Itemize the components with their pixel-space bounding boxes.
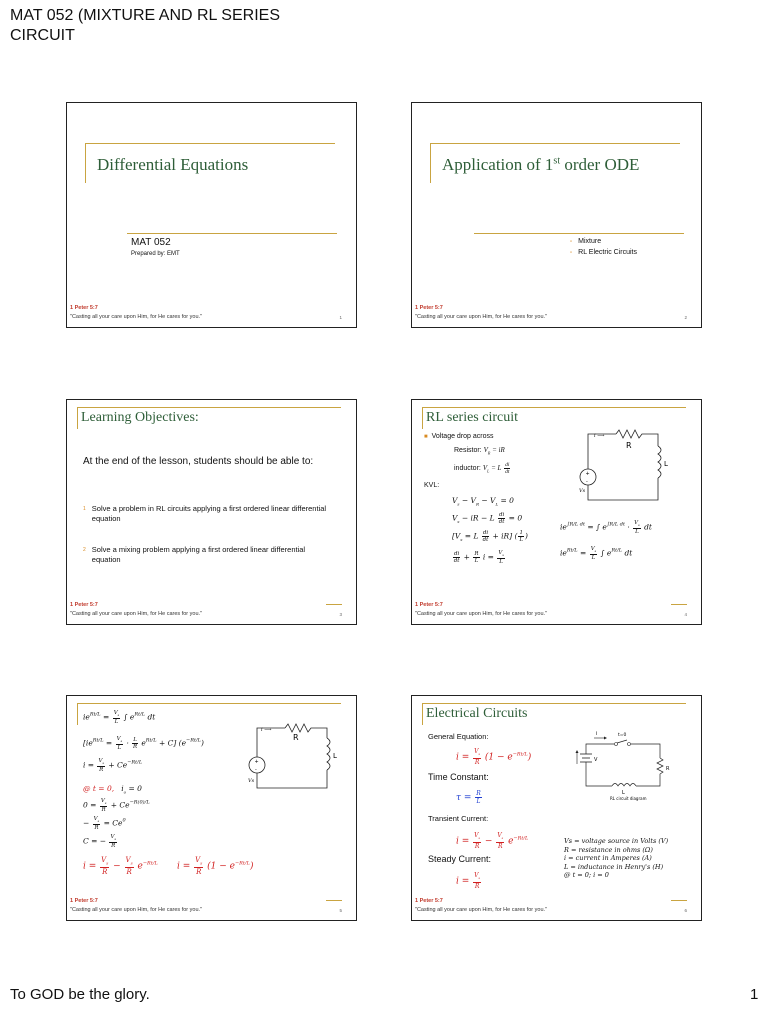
title-rule — [422, 407, 686, 408]
inductance-label: L — [622, 790, 625, 796]
svg-text:+: + — [254, 759, 259, 765]
title-text: Application of 1 — [442, 155, 554, 174]
verse-text: "Casting all your care upon Him, for He cares for you." — [415, 314, 547, 320]
transient-current-label: Transient Current: — [428, 814, 489, 823]
objective-item — [83, 545, 333, 565]
source-symbol-label: Vs — [248, 778, 255, 784]
equation-line-4: 0 = $\frac{V_s}{R}$ + $Ce^{-R(0)/L}$ — [83, 798, 150, 814]
list-number: 2 — [83, 547, 86, 553]
verse-reference: 1 Peter 5:7 — [415, 305, 443, 311]
resistor-equation: $V_R$ = iR — [483, 446, 505, 456]
resistor-label: Resistor: — [454, 447, 482, 454]
steady-current-equation: i = $\frac{V_s}{R}$ — [456, 872, 481, 891]
slide-4 — [411, 399, 702, 625]
svg-text:-: - — [255, 767, 257, 773]
title-rule-vertical — [430, 143, 431, 183]
rl-circuit-diagram — [572, 428, 672, 506]
legend-vs: Vs = voltage source in Volts (V) — [564, 837, 669, 845]
kvl-equation-4: $\frac{di}{dt}$ + $\frac{R}{L}$ i = $\frac{V_s}{L}$ — [453, 550, 504, 566]
slide-title: Differential Equations — [97, 155, 249, 174]
equation-line-3: i = $\frac{V_s}{R}$ + $Ce^{-Rt/L}$ — [83, 758, 143, 774]
bullet-text: Voltage drop across — [431, 433, 494, 440]
voltage-label: V — [594, 757, 598, 763]
inductor-label: inductor: — [454, 465, 481, 473]
verse-text: "Casting all your care upon Him, for He cares for you." — [70, 907, 202, 913]
steady-current-label: Steady Current: — [428, 854, 492, 864]
time-constant-label: Time Constant: — [428, 772, 489, 782]
prepared-by: Prepared by: EMT — [131, 251, 180, 257]
legend-i: i = current in Amperes (A) — [564, 854, 652, 862]
initial-condition: @ t = 0, $i_o = 0$ — [83, 784, 142, 795]
resistor-symbol-label: R — [626, 441, 632, 450]
bullet-icon: ■ — [424, 434, 428, 440]
objective-text: Solve a mixing problem applying a first ordered linear differential equation — [91, 545, 306, 564]
slide-title: Electrical Circuits — [426, 706, 528, 721]
resistor-line — [454, 446, 505, 455]
slide-2 — [411, 102, 702, 328]
title-rule — [77, 407, 341, 408]
integrating-factor-equation: $ie^{\int R/L dt}$ = ∫ $e^{\int R/L dt}$ · $\frac{V_s}{L}$ dt — [560, 520, 652, 536]
title-rule — [422, 703, 686, 704]
verse-reference: 1 Peter 5:7 — [70, 305, 98, 311]
topic-label: Mixture — [578, 238, 602, 245]
equation-line-6: C = − $\frac{V_s}{R}$ — [83, 834, 116, 850]
title-text-end: order ODE — [560, 155, 640, 174]
resistor-symbol-label: R — [293, 733, 299, 742]
verse-text: "Casting all your care upon Him, for He cares for you." — [415, 611, 547, 617]
source-symbol-label: Vs — [579, 488, 586, 494]
general-equation: i = $\frac{V_s}{R}$ $(1 - e^{-Rt/L})$ — [456, 748, 532, 767]
objective-item — [83, 504, 333, 524]
verse-reference: 1 Peter 5:7 — [70, 898, 98, 904]
title-rule-vertical — [422, 407, 423, 429]
title-rule — [85, 143, 335, 144]
topic-item-rl-circuits: ▫ RL Electric Circuits — [570, 249, 638, 256]
inductor-symbol-label: L — [333, 752, 337, 760]
slide-bar — [671, 604, 687, 605]
slide-bar — [671, 900, 687, 901]
slide-6 — [411, 695, 702, 921]
variable-legend — [564, 837, 668, 880]
current-arrow-label: i ⟶ — [261, 727, 272, 733]
list-number: 1 — [83, 506, 86, 512]
resistance-label: R — [666, 766, 670, 772]
diagram-caption: RL circuit diagram — [610, 796, 647, 801]
document-title-line-2: CIRCUIT — [10, 27, 75, 44]
initial-condition-label: @ t = 0, — [83, 784, 115, 793]
verse-text: "Casting all your care upon Him, for He cares for you." — [415, 907, 547, 913]
solution-equation: $ie^{Rt/L}$ = $\frac{V_s}{L}$ ∫ $e^{Rt/L}$ dt — [560, 546, 633, 562]
rl-circuit-diagram-with-switch — [574, 730, 674, 802]
document-title-line-1: MAT 052 (MIXTURE AND RL SERIES — [10, 7, 280, 24]
kvl-equation-3: [$V_s = L$ $\frac{di}{dt}$ + iR] ( $\frac{1}{L}$ ) — [452, 530, 528, 543]
objectives-intro: At the end of the lesson, students should be able to: — [83, 456, 314, 467]
verse-reference: 1 Peter 5:7 — [70, 602, 98, 608]
inductor-equation: $V_L = L$ $\frac{di}{dt}$ — [482, 462, 510, 475]
legend-l: L = inductance in Henry's (H) — [564, 862, 664, 871]
switch-label: t=0 — [618, 733, 627, 738]
title-rule-vertical — [77, 407, 78, 429]
slide-3 — [66, 399, 357, 625]
verse-text: "Casting all your care upon Him, for He cares for you." — [70, 611, 202, 617]
svg-text:+: + — [585, 471, 590, 477]
svg-text:-: - — [586, 479, 588, 485]
final-solution-2: i = $\frac{V_s}{R}$ $(1 - e^{-Rt/L})$ — [177, 856, 254, 877]
slide-title: Learning Objectives: — [81, 410, 199, 425]
slide-5 — [66, 695, 357, 921]
equation-line-2: [$ie^{Rt/L}$ = $\frac{V_s}{L}$ · $\frac{L}{R}$ $e^{Rt/L} + C$] $(e^{-Rt/L})$ — [83, 736, 204, 752]
subtitle-rule — [474, 233, 684, 234]
page-number: 1 — [750, 986, 759, 1003]
document-title — [10, 6, 410, 46]
title-superscript: st — [553, 155, 561, 167]
slide-number: 4 — [684, 612, 687, 617]
voltage-drop-bullet — [424, 433, 494, 440]
legend-initial-text: @ t = 0; i = 0 — [564, 871, 609, 879]
course-code: MAT 052 — [131, 237, 171, 248]
slide-number: 3 — [339, 612, 342, 617]
verse-reference: 1 Peter 5:7 — [415, 602, 443, 608]
title-rule-vertical — [85, 143, 86, 183]
general-equation-label: General Equation: — [428, 732, 489, 741]
legend-initial — [564, 871, 668, 880]
subtitle-rule — [127, 233, 337, 234]
title-rule-vertical — [77, 703, 78, 725]
current-label: i — [596, 731, 598, 737]
legend-r: R = resistance in ohms (Ω) — [564, 845, 653, 854]
objective-text: Solve a problem in RL circuits applying a first ordered linear differential equation — [91, 504, 327, 523]
slide-number: 6 — [684, 908, 687, 913]
document-footer: To GOD be the glory. — [10, 986, 150, 1003]
slide-title — [442, 155, 639, 175]
topic-label: RL Electric Circuits — [578, 249, 638, 256]
equation-line-5: − $\frac{V_s}{R}$ = $Ce^0$ — [83, 816, 126, 832]
rl-circuit-diagram — [245, 720, 345, 798]
slide-bar — [326, 900, 342, 901]
inductor-line — [454, 462, 511, 475]
slide-number: 2 — [684, 315, 687, 320]
title-rule — [77, 703, 341, 704]
kvl-equation-1: $V_s - V_R - V_L = 0$ — [452, 496, 514, 507]
title-rule — [430, 143, 680, 144]
slide-title: RL series circuit — [426, 410, 519, 425]
verse-reference: 1 Peter 5:7 — [415, 898, 443, 904]
slide-1 — [66, 102, 357, 328]
transient-current-equation: i = $\frac{V_s}{R}$ − $\frac{V_s}{R}$ $e^{-Rt/L}$ — [456, 832, 529, 851]
current-arrow-label: i ⟶ — [594, 433, 605, 439]
final-solution-1: i = $\frac{V_s}{R}$ − $\frac{V_s}{R}$ $e^{-Rt/L}$ — [83, 856, 158, 877]
topic-item-mixture: ▫ Mixture — [570, 238, 602, 245]
title-rule-vertical — [422, 703, 423, 725]
verse-text: "Casting all your care upon Him, for He cares for you." — [70, 314, 202, 320]
slide-bar — [326, 604, 342, 605]
equation-line-1: $ie^{Rt/L}$ = $\frac{V_s}{L}$ ∫ $e^{Rt/L}$ dt — [83, 710, 156, 726]
time-constant-equation: τ = $\frac{R}{L}$ — [456, 790, 481, 805]
inductor-symbol-label: L — [664, 460, 668, 468]
kvl-equation-2: $V_s$ − iR − L $\frac{di}{dt}$ = 0 — [452, 512, 523, 525]
kvl-label: KVL: — [424, 482, 440, 489]
slide-number: 5 — [339, 908, 342, 913]
slide-number: 1 — [339, 315, 342, 320]
